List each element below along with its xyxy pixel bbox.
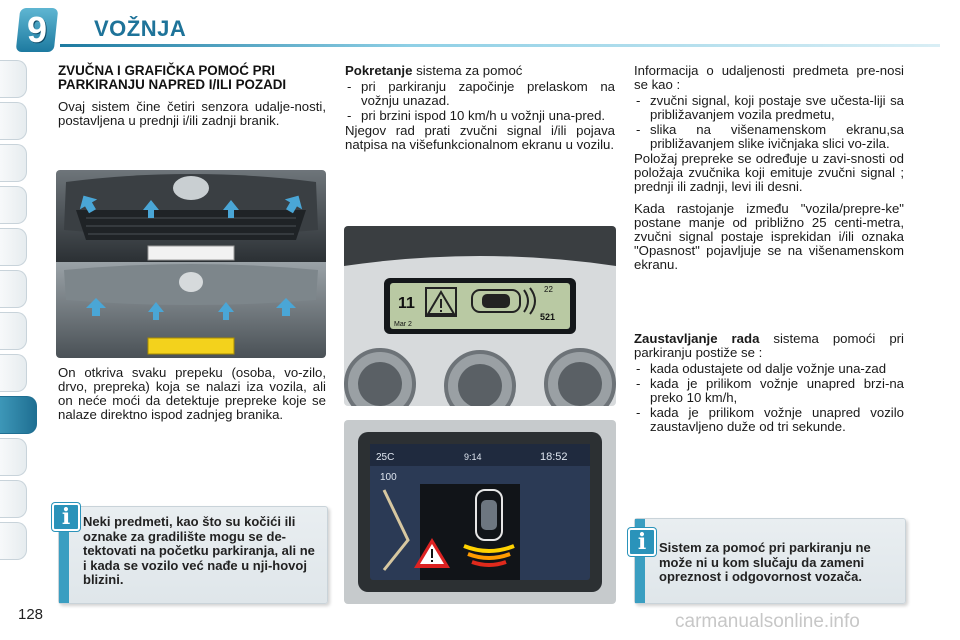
info-box-left bbox=[58, 506, 328, 604]
list-item: - kada je prilikom vožnje unapred vozilo zaustavljeno duže od tri sekunde. bbox=[634, 406, 904, 434]
instrument-display-illustration bbox=[344, 226, 616, 406]
list-item: - kada odustajete od dalje vožnje una-zad bbox=[634, 362, 904, 376]
activation-list bbox=[345, 80, 615, 123]
section-heading: ZVUČNA I GRAFIČKA POMOĆ PRI PARKIRANJU NAPRED I/ILI POZADI bbox=[58, 63, 287, 92]
chapter-tab[interactable] bbox=[0, 144, 27, 182]
display-left-text: Mar 2 bbox=[394, 321, 412, 328]
position-paragraph: Položaj prepreke se određuje u zavi-snosti od položaja zvučnika koji emituje zvučni signal ; prednji ili zadnji, levi ili desni. bbox=[634, 151, 904, 194]
right-column bbox=[634, 64, 904, 280]
screen-top-right: 18:52 bbox=[540, 451, 568, 463]
list-item: - slika na višenamenskom ekranu,sa približavanjem slike ivičnjaka slici vo-zila. bbox=[634, 123, 904, 151]
left-column bbox=[58, 64, 326, 136]
chapter-tab[interactable] bbox=[0, 102, 27, 140]
chapter-tab[interactable] bbox=[0, 60, 27, 98]
info-box-text: Sistem za pomoć pri parkiranju ne može ni u kom slučaju da zameni opreznost i odgovornost vozača. bbox=[659, 540, 871, 584]
middle-column bbox=[345, 64, 615, 160]
screen-top-mid: 9:14 bbox=[464, 452, 482, 462]
chapter-tab[interactable] bbox=[0, 480, 27, 518]
intro-paragraph: Ovaj sistem čine četiri senzora udalje-nosti, postavljena u prednji i/ili zadnji branik. bbox=[58, 99, 326, 128]
chapter-tab[interactable] bbox=[0, 228, 27, 266]
chapter-tab[interactable] bbox=[0, 354, 27, 392]
page-number: 128 bbox=[18, 606, 44, 623]
info-intro: Informacija o udaljenosti predmeta pre-nosi se kao : bbox=[634, 63, 904, 92]
display-right-bottom: 521 bbox=[540, 312, 556, 322]
activation-paragraph bbox=[345, 64, 615, 78]
instrument-display-photo bbox=[344, 226, 616, 406]
list-item: - pri brzini ispod 10 km/h u vožnji una-pred. bbox=[345, 109, 615, 123]
info-box-right bbox=[634, 518, 906, 604]
display-right-top: 22 bbox=[544, 285, 553, 294]
chapter-tab[interactable] bbox=[0, 312, 27, 350]
chapter-tab[interactable] bbox=[0, 522, 27, 560]
info-icon: i bbox=[52, 503, 80, 531]
header-rule bbox=[60, 44, 940, 47]
screen-speed: 100 bbox=[380, 472, 397, 483]
danger-paragraph: Kada rastojanje između "vozila/prepre-ke" postane manje od približno 25 centi-metra, zvučni signal postaje isprekidan i/ili oznaka "Opasnost" pojavljuje se na višenamenskom ekranu. bbox=[634, 201, 904, 272]
info-box-text: Neki predmeti, kao što su kočići ili oznake za gradilište mogu se de-tektovati na početku parkiranja, ali ne i kada se vozilo već nađe u nji-hovoj blizini. bbox=[83, 514, 315, 587]
display-number: 11 bbox=[398, 295, 415, 312]
list-item: - pri parkiranju započinje prelaskom na vožnju unazad. bbox=[345, 80, 615, 108]
bumper-sensors-photo bbox=[56, 170, 326, 358]
activation-rest: sistema za pomoć bbox=[412, 63, 523, 78]
info-list bbox=[634, 94, 904, 151]
chapter-number: 9 bbox=[26, 9, 48, 50]
chapter-tab[interactable] bbox=[0, 438, 27, 476]
signal-paragraph: Njegov rad prati zvučni signal i/ili pojava natpisa na višefunkcionalnom ekranu u vozilu. bbox=[345, 123, 615, 152]
bumper-illustration bbox=[56, 170, 326, 358]
chapter-tab-strip bbox=[0, 60, 40, 600]
multifunction-screen-illustration bbox=[344, 420, 616, 604]
stop-label: Zaustavljanje rada bbox=[634, 331, 760, 346]
stop-paragraph bbox=[634, 332, 904, 360]
list-item: - zvučni signal, koji postaje sve učesta-liji sa približavanjem vozila predmetu, bbox=[634, 94, 904, 122]
chapter-tab[interactable] bbox=[0, 186, 27, 224]
activation-label: Pokretanje bbox=[345, 63, 413, 78]
page-title: VOŽNJA bbox=[94, 16, 187, 41]
watermark-text: carmanualsonline.info bbox=[675, 611, 860, 632]
detection-paragraph: On otkriva svaku prepeku (osoba, vo-zilo, drvo, prepreka) koja se nalazi iza vozila, ali on neće moći da detektuje prepreke koje se nalaze direktno ispod zadnjeg branika. bbox=[58, 365, 326, 422]
multifunction-screen-photo bbox=[344, 420, 616, 604]
stop-rest: sistema pomoći pri parkiranju postiže se : bbox=[634, 331, 904, 360]
chapter-tab[interactable] bbox=[0, 270, 27, 308]
screen-top-left: 25C bbox=[376, 452, 395, 463]
chapter-tab-active[interactable] bbox=[0, 396, 37, 434]
left-column-lower bbox=[58, 366, 326, 430]
list-item: - kada je prilikom vožnje unapred brzi-na preko 10 km/h, bbox=[634, 377, 904, 405]
chapter-number-badge bbox=[16, 8, 59, 52]
stop-list bbox=[634, 362, 904, 434]
info-icon: i bbox=[628, 528, 656, 556]
right-column-stop bbox=[634, 332, 904, 440]
